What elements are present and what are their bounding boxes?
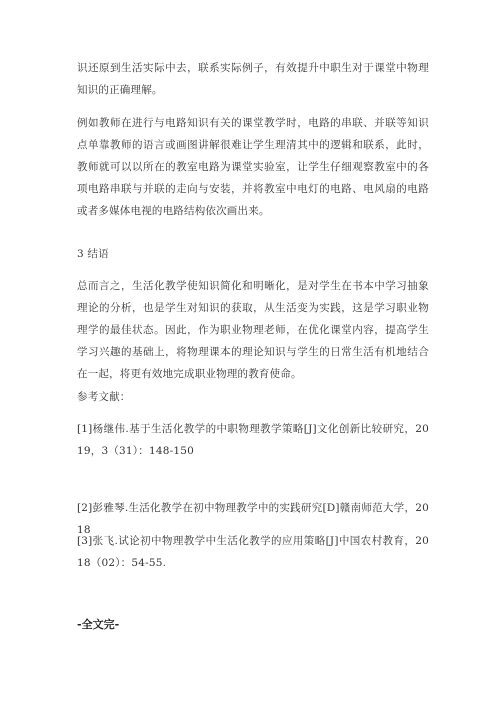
reference-item-1: [1]杨继伟.基于生活化教学的中职物理教学策略[J]文化创新比较研究，2019，3（31）：148-150 — [77, 423, 429, 457]
body-paragraph-conclusion: 总而言之，生活化教学使知识简化和明晰化，是对学生在书本中学习抽象理论的分析，也是学生对知识的获取，从生活变为实践，这是学习职业物理学的最佳状态。因此，作为职业物理老师，在优化课堂内容，提高学生学习兴趣的基础上，将物理课本的理论知识与学生的日常生活有机地结合在一起，将更有效地完成职业物理的教育使命。 — [77, 280, 429, 380]
references-title: 参考文献： — [77, 391, 131, 403]
reference-item-2: [2]彭雅琴.生活化教学在初中物理教学中的实践研究[D]赣南师范大学，2018 — [77, 502, 429, 536]
end-of-text-marker: -全文完- — [77, 618, 120, 631]
body-paragraph-continued: 识还原到生活实际中去，联系实际例子，有效提升中职生对于课堂中物理知识的正确理解。 — [77, 62, 429, 96]
reference-item-3: [3]张飞.试论初中物理教学中生活化教学的应用策略[J]中国农村教育，2018（02）：54-55. — [77, 535, 429, 569]
section-heading-conclusion: 3 结语 — [77, 248, 109, 260]
body-paragraph-circuit-example: 例如教师在进行与电路知识有关的课堂教学时，电路的串联、并联等知识点单靠教师的语言或画图讲解很难让学生理清其中的逻辑和联系，此时，教师就可以以所在的教室电路为课堂实验室，让学生仔细观察教室中的各项电路串联与并联的走向与安装，并将教室中电灯的电路、电风扇的电路或者多媒体电视的电路结构依次画出来。 — [77, 117, 429, 217]
